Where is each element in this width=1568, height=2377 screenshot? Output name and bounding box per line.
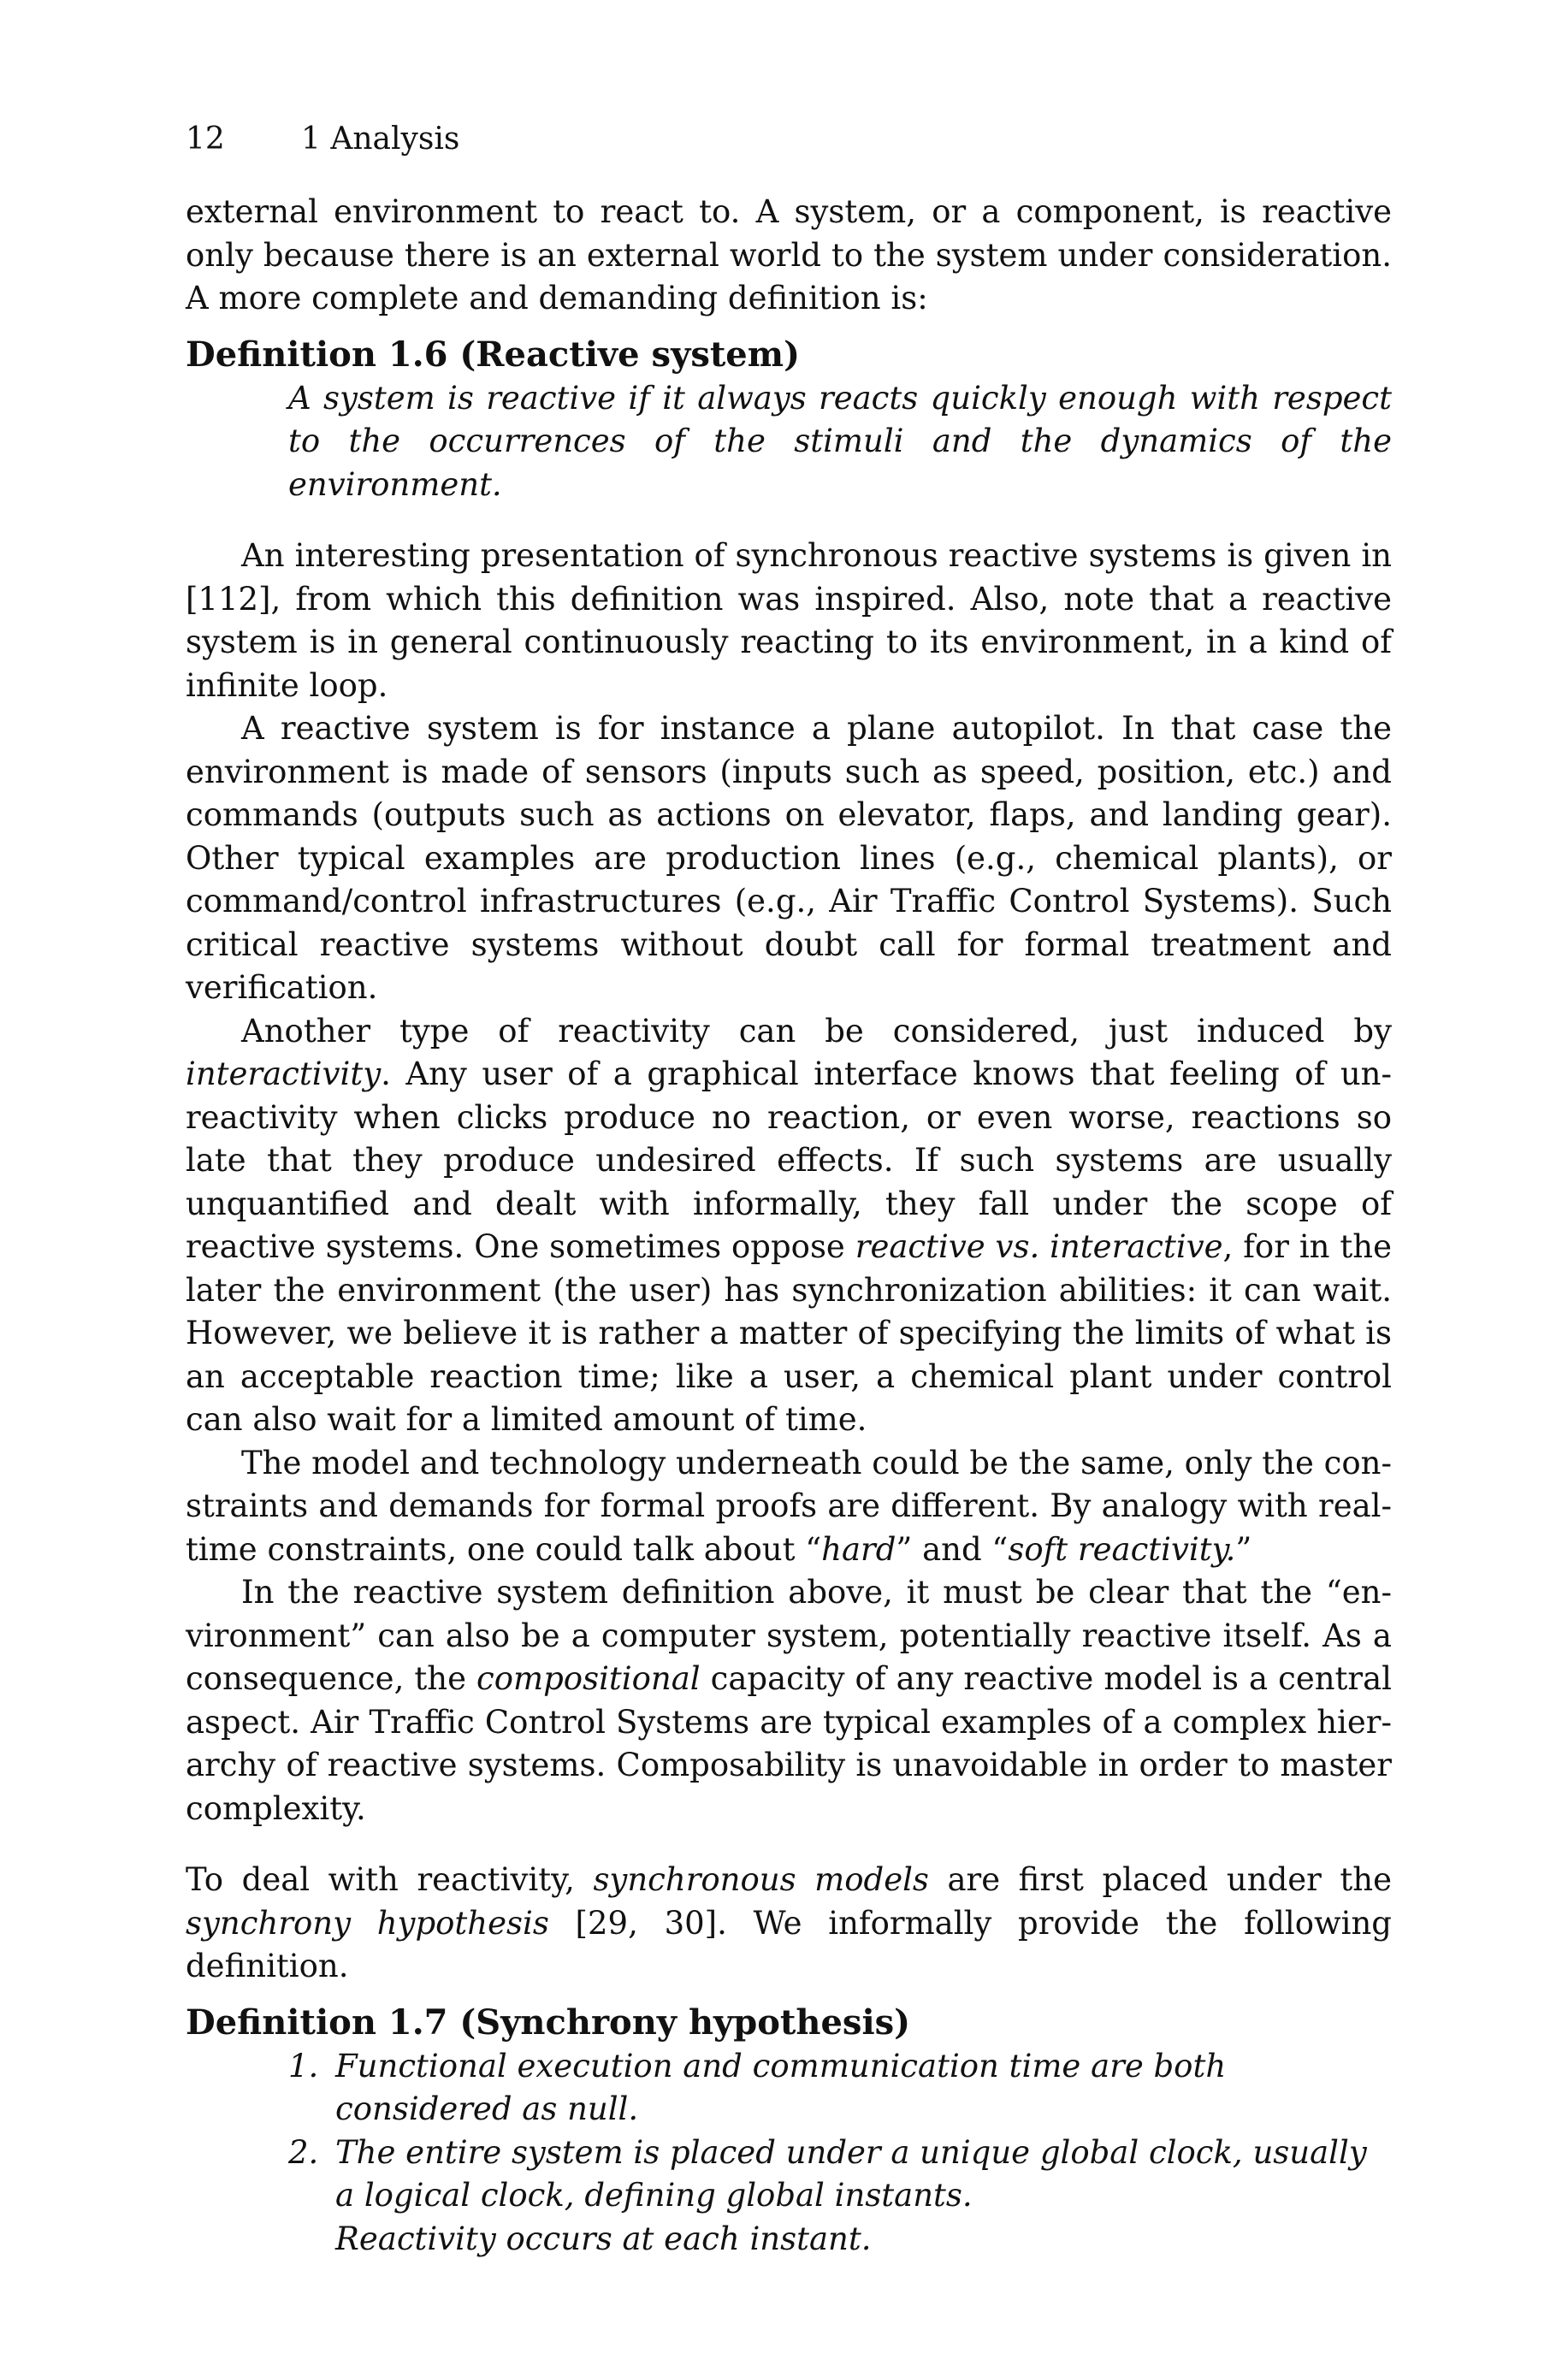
- emphasis-hard: hard: [821, 1530, 896, 1568]
- definition-1-6-heading: Definition 1.6 (Reactive system): [186, 334, 801, 375]
- page-body: [186, 191, 1392, 2261]
- emphasis-synchronous-models: synchronous models: [593, 1861, 929, 1898]
- paragraph-1: An interesting presentation of synchronous reactive systems is given in [112], from which this definition was inspired. Also, note that a reactive system is in general continuously reacting to its environment, in a kind of infinite loop.: [186, 537, 1392, 704]
- definition-1-6: [186, 333, 1392, 507]
- emphasis-interactivity: interactivity: [186, 1055, 382, 1092]
- paragraph-4: The model and technology underneath could be the same, only the constraints and demands for formal proofs are different. By analogy with real-time constraints, one could talk about “hard” and “soft reactivity.”: [186, 1444, 1392, 1568]
- running-title: 1 Analysis: [301, 121, 460, 157]
- running-header: [186, 118, 459, 161]
- emphasis-soft-reactivity: soft reactivity.: [1008, 1530, 1236, 1568]
- list-item: [288, 2132, 1392, 2218]
- emphasis-reactive-vs-interactive: reactive vs. interactive: [855, 1228, 1223, 1265]
- definition-1-6-body: A system is reactive if it always reacts quickly enough with respect to the occurrences of the stimuli and the dynamics of the environment.: [288, 379, 1392, 503]
- emphasis-synchrony-hypothesis: synchrony hypothesis: [186, 1904, 549, 1942]
- list-item-number: 1.: [288, 2047, 319, 2084]
- paragraph-3: Another type of reactivity can be considered, just induced by interactivity. Any user of a graphical interface knows that feeling of un-reactivity when clicks produce no reaction, or even worse, reactions so late that they produce undesired effects. If such systems are usually unquantified and dealt with informally, they fall under the scope of reactive systems. One sometimes oppose reactive vs. interactive, for in the later the environment (the user) has synchronization abilities: it can wait. However, we believe it is rather a matter of specifying the limits of what is an acceptable reaction time; like a user, a chemical plant under control can also wait for a limited amount of time.: [186, 1012, 1392, 1438]
- page-number: 12: [186, 121, 225, 157]
- emphasis-compositional: compositional: [476, 1660, 701, 1697]
- intro-paragraph: external environment to react to. A system, or a component, is reactive only because there is an external world to the system under consideration. A more complete and demanding definition is:: [186, 193, 1392, 316]
- definition-1-7: [186, 2001, 1392, 2262]
- paragraph-5: In the reactive system definition above, it must be clear that the “environment” can also be a computer system, potentially reactive itself. As a consequence, the compositional capacity of any reactive model is a central aspect. Air Traffic Control Systems are typical examples of a complex hierarchy of reactive systems. Composability is unavoidable in order to master complexity.: [186, 1574, 1393, 1827]
- definition-1-7-closing: Reactivity occurs at each instant.: [335, 2220, 872, 2257]
- list-item-text: Functional execution and communication time are both considered as null.: [335, 2047, 1227, 2127]
- paragraph-6: To deal with reactivity, synchronous models are first placed under the synchrony hypothesis [29, 30]. We informally provide the following definition.: [186, 1861, 1392, 1984]
- list-item-number: 2.: [288, 2133, 319, 2171]
- definition-1-7-heading: Definition 1.7 (Synchrony hypothesis): [186, 2002, 911, 2043]
- paragraph-2: A reactive system is for instance a plane autopilot. In that case the environment is made of sensors (inputs such as speed, position, etc.) and commands (outputs such as actions on elevator, flaps, and landing gear). Other typical examples are production lines (e.g., chemical plants), or command/control infrastructures (e.g., Air Traffic Control Systems). Such critical reactive systems without doubt call for formal treatment and verification.: [186, 710, 1392, 1006]
- list-item: [288, 2045, 1392, 2132]
- list-item-text: The entire system is placed under a unique global clock, usually a logical clock, defining global instants.: [335, 2133, 1367, 2214]
